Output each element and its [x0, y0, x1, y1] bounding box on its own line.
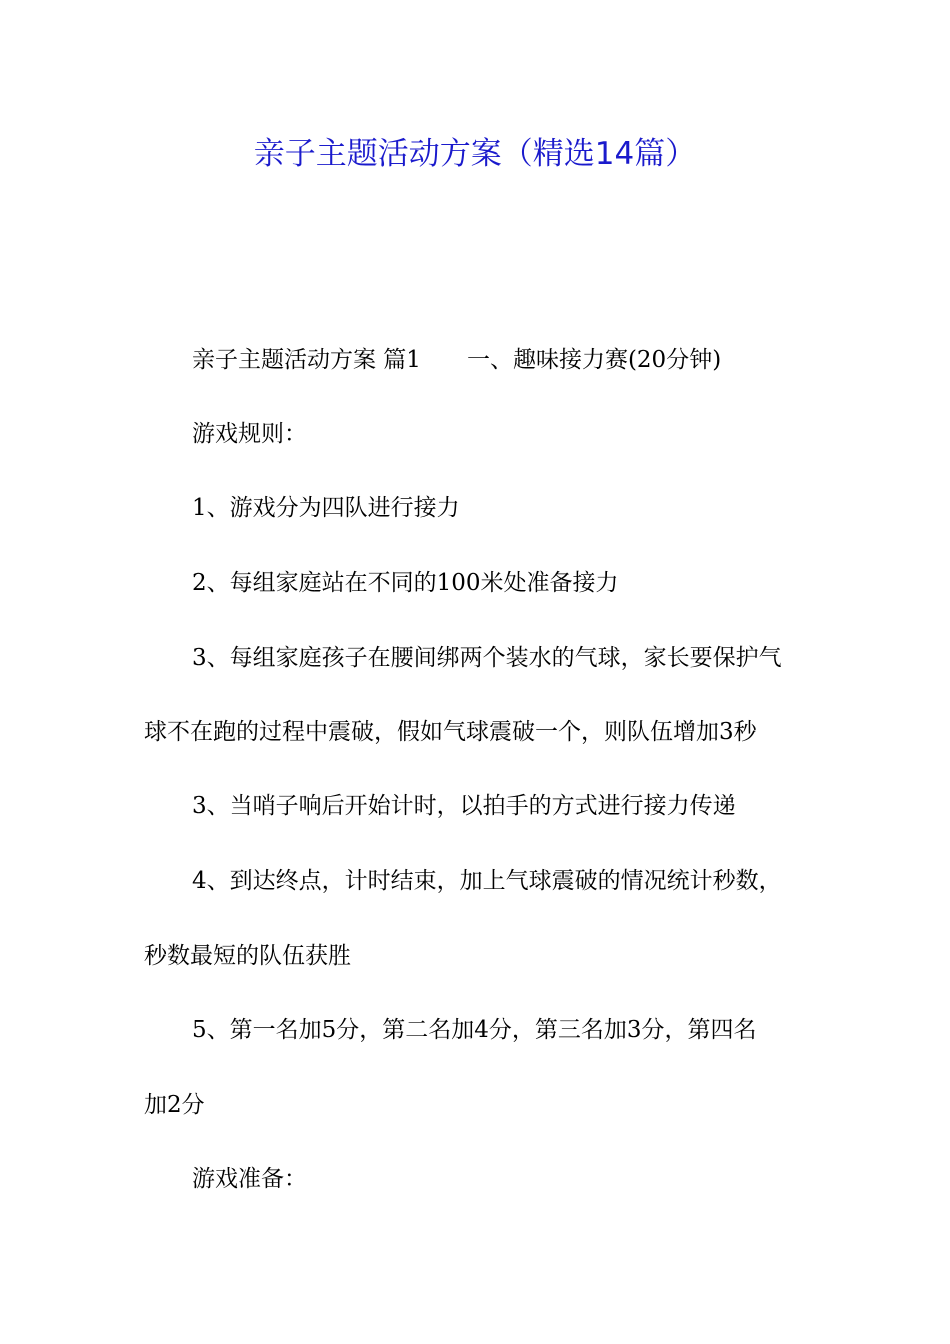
- paragraph-line: 1、游戏分为四队进行接力: [192, 495, 460, 521]
- paragraph-line: 游戏规则：: [192, 421, 307, 447]
- section-heading-left: 亲子主题活动方案 篇1: [192, 347, 421, 373]
- paragraph-line: 3、每组家庭孩子在腰间绑两个装水的气球，家长要保护气: [192, 645, 782, 671]
- paragraph-line: 游戏准备：: [192, 1166, 307, 1192]
- paragraph-line: 2、每组家庭站在不同的100米处准备接力: [192, 570, 619, 596]
- paragraph-line: 秒数最短的队伍获胜: [144, 943, 351, 969]
- paragraph-line: 3、当哨子响后开始计时，以拍手的方式进行接力传递: [192, 793, 736, 819]
- paragraph-line: 5、第一名加5分，第二名加4分，第三名加3分，第四名: [192, 1017, 757, 1043]
- section-heading: [192, 342, 721, 378]
- paragraph-line: 球不在跑的过程中震破，假如气球震破一个，则队伍增加3秒: [144, 719, 757, 745]
- section-heading-right: 一、趣味接力赛(20分钟): [466, 347, 722, 373]
- document-title: 亲子主题活动方案（精选14篇）: [253, 136, 697, 172]
- paragraph-line: 加2分: [144, 1092, 205, 1118]
- paragraph-line: 4、到达终点，计时结束，加上气球震破的情况统计秒数，: [192, 868, 782, 894]
